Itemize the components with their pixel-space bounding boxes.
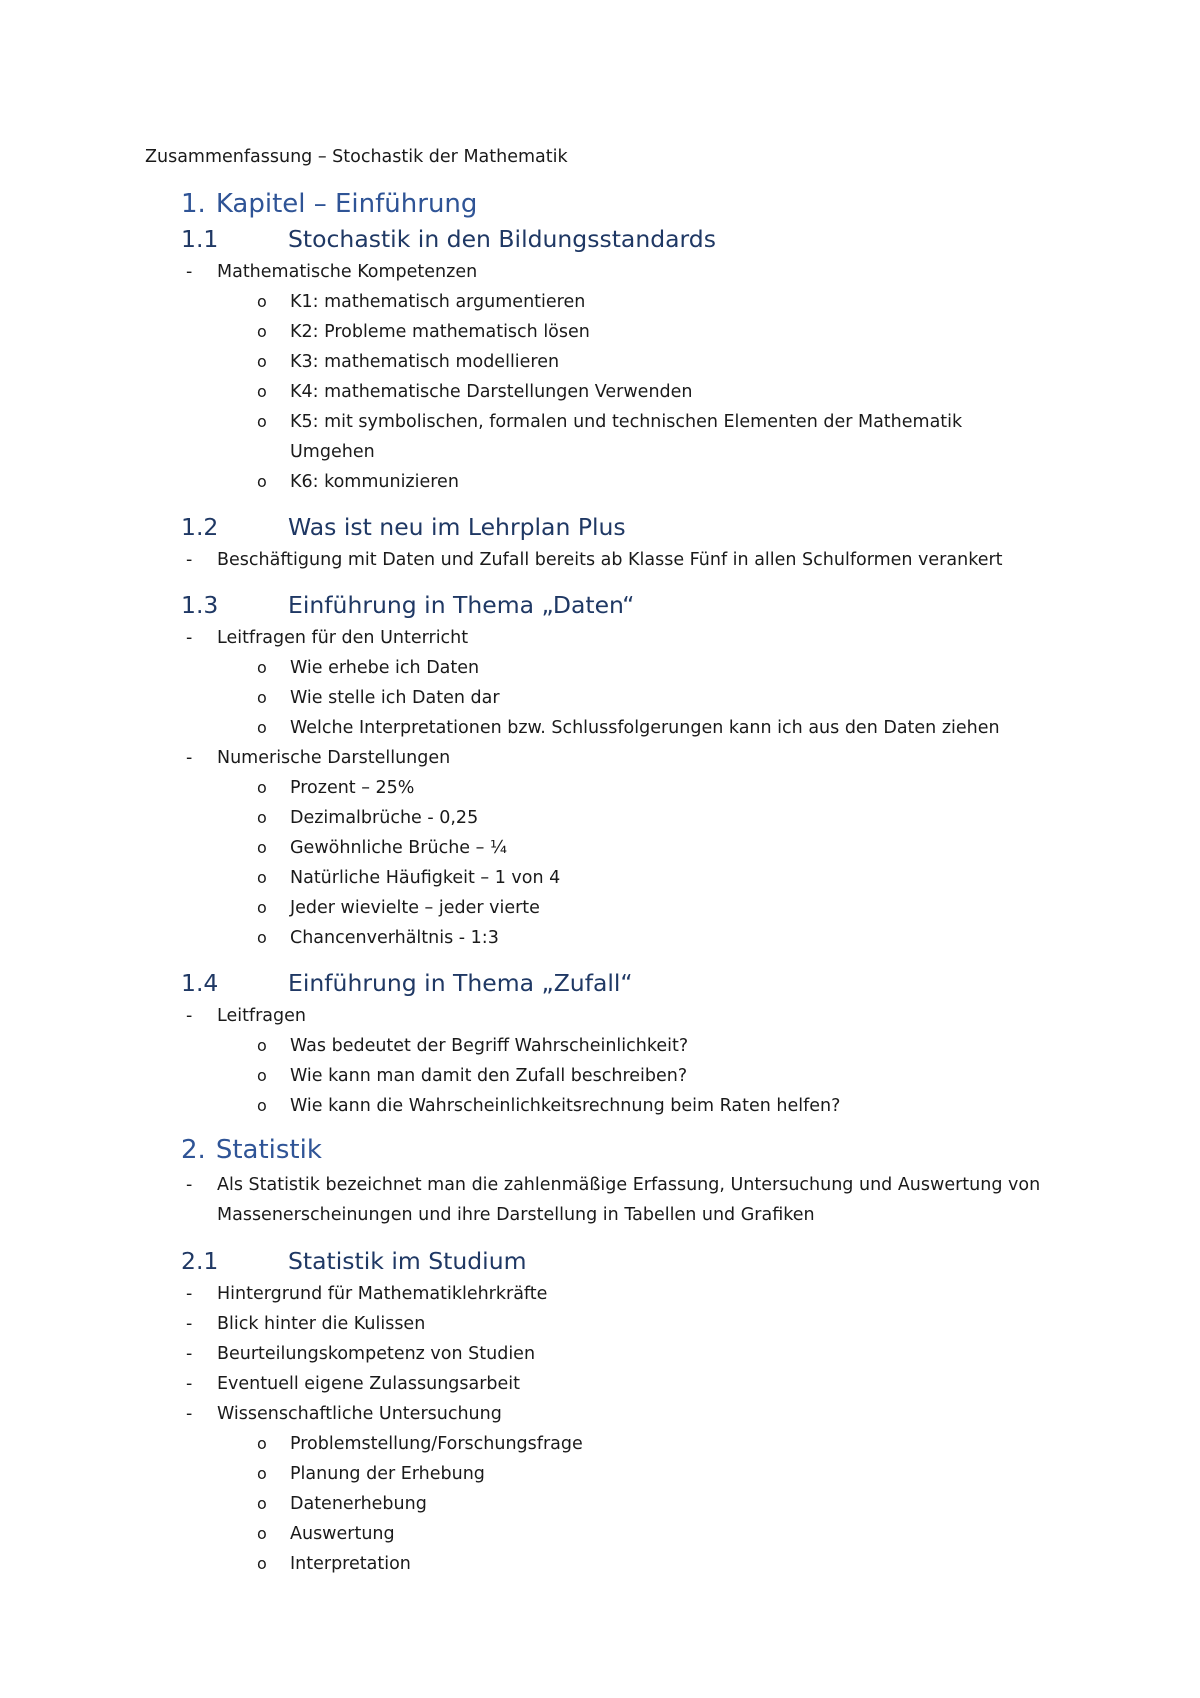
circle-bullet-icon: o <box>257 322 267 341</box>
heading-chapter-1 <box>181 188 477 220</box>
list-item: - Als Statistik bezeichnet man die zahlenmäßige Erfassung, Untersuchung und Auswertung von Massenerscheinungen und ihre Darstellung in Tabellen und Grafiken <box>217 1170 1087 1230</box>
circle-bullet-icon: o <box>257 352 267 371</box>
heading-number: 1.2 <box>181 513 219 541</box>
circle-bullet-icon: o <box>257 412 267 431</box>
circle-bullet-icon: o <box>257 898 267 917</box>
circle-bullet-icon: o <box>257 1066 267 1085</box>
circle-bullet-icon: o <box>257 1464 267 1483</box>
heading-text: Stochastik in den Bildungsstandards <box>288 225 716 253</box>
circle-bullet-icon: o <box>257 928 267 947</box>
heading-number: 2.1 <box>181 1247 219 1275</box>
document-title: Zusammenfassung – Stochastik der Mathematik <box>145 147 568 167</box>
heading-text: Einführung in Thema „Zufall“ <box>288 969 633 997</box>
sub-list-item: o Natürliche Häufigkeit – 1 von 4 <box>290 863 560 893</box>
list-item: - Beurteilungskompetenz von Studien <box>217 1339 535 1369</box>
circle-bullet-icon: o <box>257 688 267 707</box>
list-item: - Leitfragen <box>217 1001 306 1031</box>
circle-bullet-icon: o <box>257 778 267 797</box>
heading-text: Statistik <box>215 1135 322 1165</box>
sub-list-item: o Auswertung <box>290 1519 395 1549</box>
sub-list-item: o Wie kann die Wahrscheinlichkeitsrechnung beim Raten helfen? <box>290 1091 840 1121</box>
list-item: - Wissenschaftliche Untersuchung <box>217 1399 502 1429</box>
sub-list-item: o K6: kommunizieren <box>290 467 459 497</box>
sub-list-item: o K5: mit symbolischen, formalen und technischen Elementen der Mathematik Umgehen <box>290 407 1010 467</box>
sub-list-item: o Welche Interpretationen bzw. Schlussfolgerungen kann ich aus den Daten ziehen <box>290 713 1000 743</box>
sub-list-item: o Wie stelle ich Daten dar <box>290 683 500 713</box>
circle-bullet-icon: o <box>257 382 267 401</box>
sub-list-item: o Was bedeutet der Begriff Wahrscheinlichkeit? <box>290 1031 688 1061</box>
list-item: - Beschäftigung mit Daten und Zufall bereits ab Klasse Fünf in allen Schulformen verankert <box>217 545 1003 575</box>
sub-list-item: o K4: mathematische Darstellungen Verwenden <box>290 377 693 407</box>
circle-bullet-icon: o <box>257 808 267 827</box>
circle-bullet-icon: o <box>257 718 267 737</box>
sub-list-item: o Wie kann man damit den Zufall beschreiben? <box>290 1061 687 1091</box>
heading-text: Was ist neu im Lehrplan Plus <box>288 513 626 541</box>
circle-bullet-icon: o <box>257 658 267 677</box>
heading-number: 1. <box>181 189 206 219</box>
circle-bullet-icon: o <box>257 472 267 491</box>
sub-list-item: o Gewöhnliche Brüche – ¼ <box>290 833 507 863</box>
circle-bullet-icon: o <box>257 1554 267 1573</box>
heading-text: Kapitel – Einführung <box>215 189 478 219</box>
sub-list-item: o Datenerhebung <box>290 1489 427 1519</box>
list-item: - Mathematische Kompetenzen <box>217 257 477 287</box>
circle-bullet-icon: o <box>257 1494 267 1513</box>
circle-bullet-icon: o <box>257 292 267 311</box>
sub-list-item: o Chancenverhältnis - 1:3 <box>290 923 499 953</box>
sub-list-item: o K2: Probleme mathematisch lösen <box>290 317 590 347</box>
circle-bullet-icon: o <box>257 1036 267 1055</box>
list-item: - Leitfragen für den Unterricht <box>217 623 468 653</box>
circle-bullet-icon: o <box>257 1524 267 1543</box>
sub-list-item: o Problemstellung/Forschungsfrage <box>290 1429 583 1459</box>
sub-list-item: o K1: mathematisch argumentieren <box>290 287 585 317</box>
sub-list-item: o Jeder wievielte – jeder vierte <box>290 893 540 923</box>
sub-list-item: o Planung der Erhebung <box>290 1459 485 1489</box>
circle-bullet-icon: o <box>257 1096 267 1115</box>
heading-number: 1.1 <box>181 225 219 253</box>
list-item: - Blick hinter die Kulissen <box>217 1309 425 1339</box>
list-item: - Hintergrund für Mathematiklehrkräfte <box>217 1279 547 1309</box>
sub-list-item: o Interpretation <box>290 1549 411 1579</box>
heading-number: 1.3 <box>181 591 219 619</box>
sub-list-item: o Dezimalbrüche - 0,25 <box>290 803 478 833</box>
sub-list-item: o Prozent – 25% <box>290 773 414 803</box>
circle-bullet-icon: o <box>257 1434 267 1453</box>
heading-text: Einführung in Thema „Daten“ <box>288 591 635 619</box>
heading-number: 1.4 <box>181 969 219 997</box>
circle-bullet-icon: o <box>257 838 267 857</box>
heading-text: Statistik im Studium <box>288 1247 527 1275</box>
heading-number: 2. <box>181 1135 206 1165</box>
sub-list-item: o Wie erhebe ich Daten <box>290 653 479 683</box>
sub-list-item: o K3: mathematisch modellieren <box>290 347 559 377</box>
circle-bullet-icon: o <box>257 868 267 887</box>
list-item: - Numerische Darstellungen <box>217 743 450 773</box>
heading-chapter-2 <box>181 1134 322 1166</box>
list-item: - Eventuell eigene Zulassungsarbeit <box>217 1369 520 1399</box>
